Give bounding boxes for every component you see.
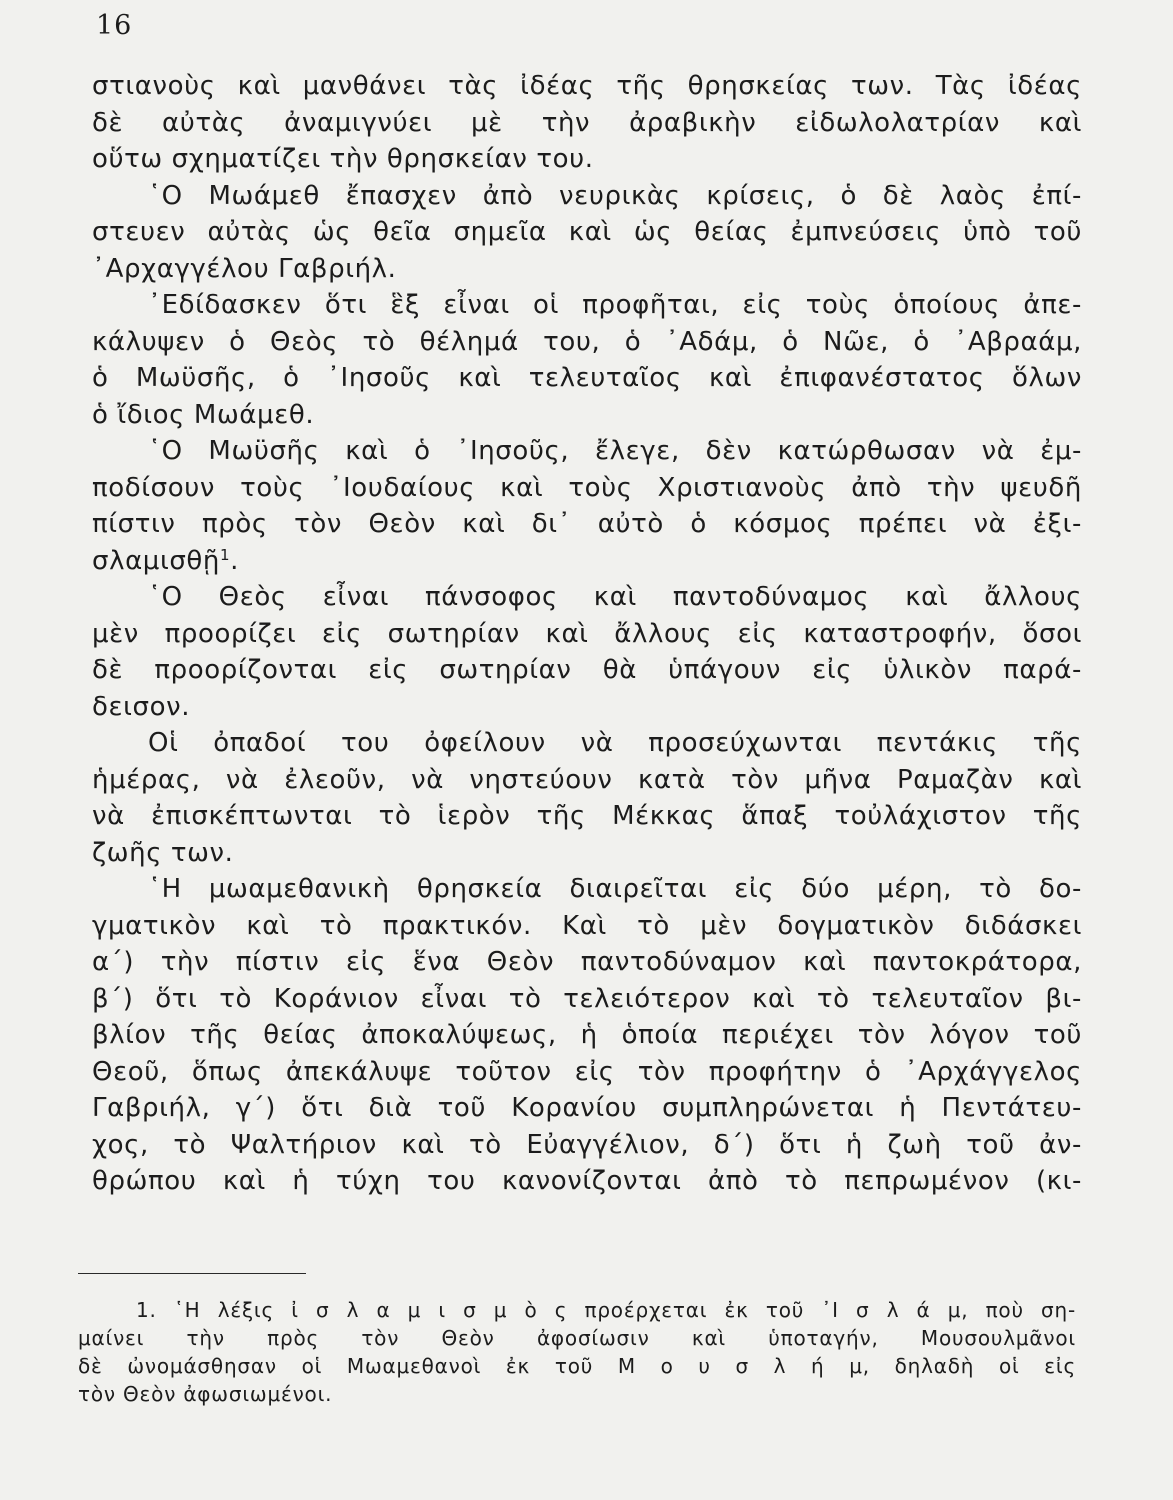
text-line: Γαβριήλ, γ´) ὅτι διὰ τοῦ Κορανίου συμπληρώνεται ἡ Πεντάτευ-: [92, 1093, 1082, 1123]
footnote-marker: 1: [220, 545, 231, 564]
text-line: βλίον τῆς θείας ἀποκαλύψεως, ἡ ὁποία περιέχει τὸν λόγον τοῦ: [92, 1020, 1082, 1050]
text-line: ζωῆς των.: [92, 837, 234, 868]
text-line-with-footnote: [92, 543, 1082, 580]
text-line: δεισον.: [92, 691, 191, 722]
footnote: [78, 1296, 1076, 1408]
footnote-line: 1. ῾Η λέξις ἰ σ λ α μ ι σ μ ὸ ς προέρχεται ἐκ τοῦ ᾿Ι σ λ ά μ, ποὺ ση-: [136, 1298, 1076, 1322]
text-line: ὁ Μωϋσῆς, ὁ ᾿Ιησοῦς καὶ τελευταῖος καὶ ἐπιφανέστατος ὅλων: [92, 363, 1082, 393]
text-line: Θεοῦ, ὅπως ἀπεκάλυψε τοῦτον εἰς τὸν προφήτην ὁ ᾿Αρχάγγελος: [92, 1056, 1082, 1087]
text-line: ῾Ο Μωάμεθ ἔπασχεν ἀπὸ νευρικὰς κρίσεις, ὁ δὲ λαὸς ἐπί-: [148, 180, 1082, 211]
text-fragment: σλαμισθῇ: [92, 545, 221, 576]
text-line: πίστιν πρὸς τὸν Θεὸν καὶ δι᾿ αὐτὸ ὁ κόσμος πρέπει νὰ ἐξι-: [92, 509, 1082, 539]
footnote-divider: [78, 1273, 306, 1274]
text-line: ποδίσουν τοὺς ᾿Ιουδαίους καὶ τοὺς Χριστιανοὺς ἀπὸ τὴν ψευδῆ: [92, 472, 1082, 503]
text-line: ᾿Αρχαγγέλου Γαβριήλ.: [92, 253, 397, 284]
text-line: στευεν αὐτὰς ὡς θεῖα σημεῖα καὶ ὡς θείας ἐμπνεύσεις ὑπὸ τοῦ: [92, 217, 1082, 247]
text-line: Οἱ ὀπαδοί του ὀφείλουν νὰ προσεύχωνται πεντάκις τῆς: [148, 728, 1082, 758]
text-line: ὁ ἴδιος Μωάμεθ.: [92, 399, 315, 430]
text-line: ᾿Εδίδασκεν ὅτι ἓξ εἶναι οἱ προφῆται, εἰς τοὺς ὁποίους ἀπε-: [148, 290, 1082, 320]
text-line: δὲ αὐτὰς ἀναμιγνύει μὲ τὴν ἀραβικὴν εἰδωλολατρίαν καὶ: [92, 107, 1082, 138]
footnote-line: δὲ ὠνομάσθησαν οἱ Μωαμεθανοὶ ἐκ τοῦ Μ ο υ σ λ ή μ, δηλαδὴ οἱ εἰς: [78, 1354, 1076, 1378]
text-line: δὲ προορίζονται εἰς σωτηρίαν θὰ ὑπάγουν εἰς ὑλικὸν παρά-: [92, 655, 1082, 685]
body-text: [92, 68, 1082, 1200]
text-line: μὲν προορίζει εἰς σωτηρίαν καὶ ἄλλους εἰς καταστροφήν, ὅσοι: [92, 618, 1082, 649]
text-line: στιανοὺς καὶ μανθάνει τὰς ἰδέας τῆς θρησκείας των. Τὰς ἰδέας: [92, 71, 1082, 101]
text-fragment: .: [230, 545, 240, 576]
footnote-line: τὸν Θεὸν ἀφωσιωμένοι.: [78, 1382, 333, 1406]
text-line: νὰ ἐπισκέπτωνται τὸ ἱερὸν τῆς Μέκκας ἅπαξ τοὐλάχιστον τῆς: [92, 801, 1082, 831]
text-line: ἡμέρας, νὰ ἐλεοῦν, νὰ νηστεύουν κατὰ τὸν μῆνα Ραμαζὰν καὶ: [92, 764, 1082, 795]
text-line: οὕτω σχηματίζει τὴν θρησκείαν του.: [92, 144, 594, 174]
page-number: 16: [96, 10, 133, 41]
footnote-line: μαίνει τὴν πρὸς τὸν Θεὸν ἀφοσίωσιν καὶ ὑποταγήν, Μουσουλμᾶνοι: [78, 1326, 1076, 1350]
text-line: ῾Ο Μωϋσῆς καὶ ὁ ᾿Ιησοῦς, ἔλεγε, δὲν κατώρθωσαν νὰ ἐμ-: [148, 436, 1082, 466]
text-line: ῾Ο Θεὸς εἶναι πάνσοφος καὶ παντοδύναμος καὶ ἄλλους: [148, 582, 1082, 612]
text-line: θρώπου καὶ ἡ τύχη του κανονίζονται ἀπὸ τὸ πεπρωμένον (κι-: [92, 1166, 1082, 1196]
text-line: κάλυψεν ὁ Θεὸς τὸ θέλημά του, ὁ ᾿Αδάμ, ὁ Νῶε, ὁ ᾿Αβραάμ,: [92, 326, 1082, 357]
text-line: β´) ὅτι τὸ Κοράνιον εἶναι τὸ τελειότερον καὶ τὸ τελευταῖον βι-: [92, 983, 1082, 1014]
text-line: χος, τὸ Ψαλτήριον καὶ τὸ Εὐαγγέλιον, δ´) ὅτι ἡ ζωὴ τοῦ ἀν-: [92, 1129, 1082, 1160]
text-line: ῾Η μωαμεθανικὴ θρησκεία διαιρεῖται εἰς δύο μέρη, τὸ δο-: [148, 874, 1082, 904]
text-line: α´) τὴν πίστιν εἰς ἕνα Θεὸν παντοδύναμον καὶ παντοκράτορα,: [92, 947, 1082, 977]
text-line: γματικὸν καὶ τὸ πρακτικόν. Καὶ τὸ μὲν δογματικὸν διδάσκει: [92, 910, 1082, 941]
